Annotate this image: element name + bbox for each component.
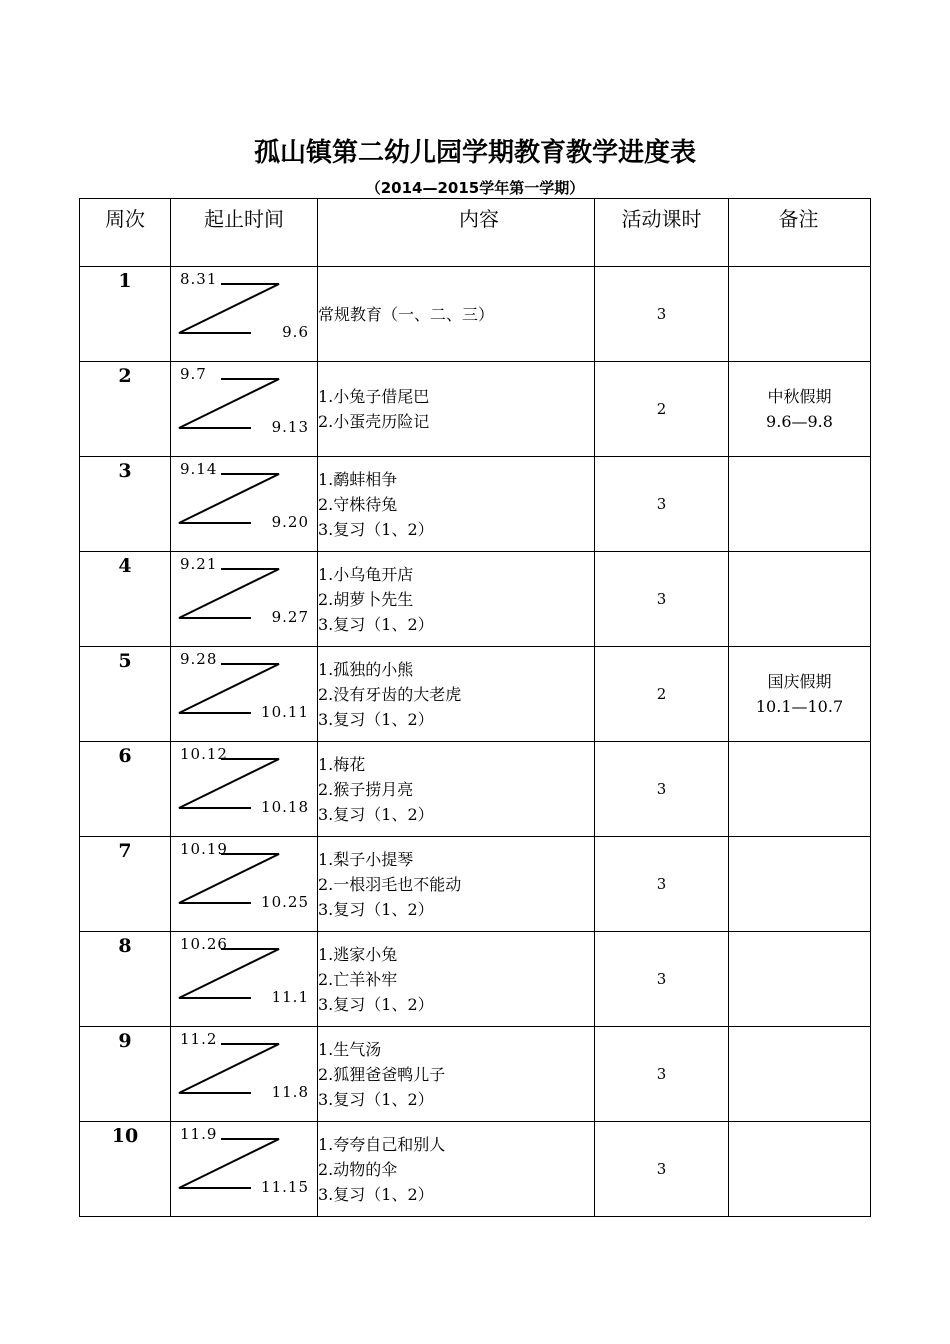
end-date: 10.18 (261, 798, 309, 816)
lesson-item: 3.复习（1、2） (318, 899, 434, 919)
week-number-cell (80, 362, 171, 457)
notes-cell (729, 1027, 871, 1122)
table-row (80, 837, 871, 932)
header-hours: 活动课时 (595, 199, 729, 267)
lesson-item: 2.猴子捞月亮 (318, 779, 414, 799)
week-number-cell (80, 837, 171, 932)
lesson-item: 2.狐狸爸爸鸭儿子 (318, 1064, 446, 1084)
week-number: 2 (118, 365, 132, 387)
start-date: 9.21 (180, 555, 218, 573)
week-number-cell (80, 457, 171, 552)
start-date: 8.31 (180, 270, 218, 288)
week-number-cell (80, 552, 171, 647)
week-number: 7 (118, 840, 132, 862)
hours-cell: 3 (595, 457, 729, 552)
week-number: 10 (111, 1125, 139, 1147)
date-range-cell (171, 837, 318, 932)
lesson-item: 2.没有牙齿的大老虎 (318, 684, 462, 704)
note-line: 国庆假期 (767, 672, 832, 691)
note-line: 9.6—9.8 (766, 412, 833, 431)
lesson-item: 3.复习（1、2） (318, 519, 434, 539)
date-range-cell (171, 362, 318, 457)
page-title: 孤山镇第二幼儿园学期教育教学进度表 (253, 138, 696, 168)
header-notes-b: 注 (798, 207, 819, 231)
date-range-cell (171, 647, 318, 742)
table-row (80, 647, 871, 742)
hours-cell: 3 (595, 742, 729, 837)
content-cell (318, 837, 595, 932)
note-line: 中秋假期 (767, 387, 832, 406)
lesson-item: 1.小乌龟开店 (318, 564, 414, 584)
end-date: 9.6 (282, 323, 309, 341)
page-subtitle: （2014—2015学年第一学期） (365, 179, 585, 197)
week-number-cell (80, 647, 171, 742)
header-week: 周次 (80, 199, 171, 267)
start-date: 11.2 (180, 1030, 218, 1048)
content-cell (318, 362, 595, 457)
start-date: 10.19 (180, 840, 228, 858)
lesson-item: 1.孤独的小熊 (318, 659, 414, 679)
hours-cell: 3 (595, 837, 729, 932)
content-cell (318, 647, 595, 742)
header-period: 起止时间 (171, 199, 318, 267)
notes-cell (729, 362, 871, 457)
week-number-cell (80, 1027, 171, 1122)
notes-cell (729, 647, 871, 742)
notes-cell (729, 742, 871, 837)
lesson-item: 3.复习（1、2） (318, 1184, 434, 1204)
end-date: 11.8 (271, 1083, 309, 1101)
start-date: 9.7 (180, 365, 207, 383)
week-number-cell (80, 267, 171, 362)
header-content-b: 容 (479, 207, 499, 231)
lesson-item: 常规教育（一、二、三） (318, 304, 495, 324)
lesson-item: 1.逃家小兔 (318, 944, 398, 964)
notes-cell (729, 837, 871, 932)
lesson-item: 3.复习（1、2） (318, 709, 434, 729)
end-date: 10.11 (261, 703, 309, 721)
table-row (80, 1027, 871, 1122)
table-row (80, 742, 871, 837)
lesson-item: 1.生气汤 (318, 1039, 382, 1059)
lesson-item: 2.动物的伞 (318, 1159, 398, 1179)
lesson-item: 1.鹬蚌相争 (318, 469, 398, 489)
table-row (80, 1122, 871, 1217)
content-cell (318, 552, 595, 647)
end-date: 11.1 (271, 988, 309, 1006)
content-cell (318, 742, 595, 837)
table-row (80, 932, 871, 1027)
schedule-table (79, 198, 871, 1217)
week-number: 8 (118, 935, 132, 957)
date-range-cell (171, 1122, 318, 1217)
notes-cell (729, 552, 871, 647)
start-date: 9.14 (180, 460, 218, 478)
start-date: 9.28 (180, 650, 218, 668)
week-number-cell (80, 932, 171, 1027)
lesson-item: 1.小兔子借尾巴 (318, 387, 430, 406)
lesson-item: 3.复习（1、2） (318, 1089, 434, 1109)
content-cell (318, 267, 595, 362)
lesson-item: 2.亡羊补牢 (318, 969, 398, 989)
start-date: 11.9 (180, 1125, 218, 1143)
hours-cell: 3 (595, 552, 729, 647)
header-notes (729, 199, 871, 267)
header-row (80, 199, 871, 267)
notes-cell (729, 457, 871, 552)
hours-cell: 3 (595, 1027, 729, 1122)
lesson-item: 1.梅花 (318, 754, 366, 774)
notes-cell (729, 267, 871, 362)
lesson-item: 2.胡萝卜先生 (318, 589, 414, 609)
date-range-cell (171, 742, 318, 837)
week-number: 4 (118, 555, 132, 577)
lesson-item: 2.守株待兔 (318, 494, 398, 514)
header-content-a: 内 (459, 207, 479, 231)
hours-cell: 3 (595, 267, 729, 362)
start-date: 10.12 (180, 745, 228, 763)
end-date: 9.27 (271, 608, 309, 626)
week-number: 5 (118, 650, 132, 672)
date-range-cell (171, 932, 318, 1027)
content-cell (318, 457, 595, 552)
start-date: 10.26 (180, 935, 228, 953)
date-range-cell (171, 457, 318, 552)
week-number: 1 (118, 270, 132, 292)
content-cell (318, 932, 595, 1027)
week-number-cell (80, 742, 171, 837)
table-row (80, 457, 871, 552)
content-cell (318, 1027, 595, 1122)
lesson-item: 2.小蛋壳历险记 (318, 412, 430, 431)
header-notes-a: 备 (778, 207, 799, 231)
week-number: 6 (118, 745, 132, 767)
date-range-cell (171, 267, 318, 362)
notes-cell (729, 932, 871, 1027)
hours-cell: 3 (595, 1122, 729, 1217)
end-date: 10.25 (261, 893, 309, 911)
note-line: 10.1—10.7 (755, 697, 844, 716)
end-date: 11.15 (261, 1178, 309, 1196)
week-number: 9 (118, 1030, 132, 1052)
hours-cell: 3 (595, 932, 729, 1027)
table-row (80, 267, 871, 362)
week-number: 3 (118, 460, 132, 482)
hours-cell: 2 (595, 647, 729, 742)
date-range-cell (171, 1027, 318, 1122)
lesson-item: 3.复习（1、2） (318, 804, 434, 824)
table-row (80, 362, 871, 457)
hours-cell: 2 (595, 362, 729, 457)
week-number-cell (80, 1122, 171, 1217)
end-date: 9.20 (271, 513, 309, 531)
lesson-item: 3.复习（1、2） (318, 614, 434, 634)
lesson-item: 2.一根羽毛也不能动 (318, 874, 462, 894)
header-content (318, 199, 595, 267)
lesson-item: 1.梨子小提琴 (318, 849, 414, 869)
notes-cell (729, 1122, 871, 1217)
content-cell (318, 1122, 595, 1217)
lesson-item: 3.复习（1、2） (318, 994, 434, 1014)
date-range-cell (171, 552, 318, 647)
table-row (80, 552, 871, 647)
end-date: 9.13 (271, 418, 309, 436)
lesson-item: 1.夸夸自己和别人 (318, 1134, 446, 1154)
